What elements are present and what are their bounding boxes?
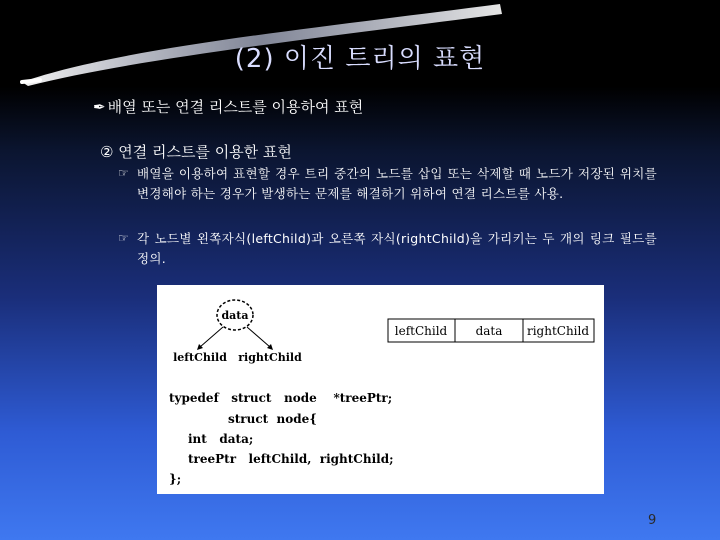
code-line: struct node{ — [228, 412, 318, 426]
bullet-text: 배열을 이용하여 표현할 경우 트리 중간의 노드를 삽입 또는 삭제할 때 노드가 저장된 위치를 변경해야 하는 경우가 발생하는 문제를 해결하기 위하여 연결 리스트를 사용. — [137, 166, 657, 201]
node-structure-box — [388, 319, 594, 342]
figure-drawing — [157, 285, 604, 494]
page-number: 9 — [648, 513, 657, 528]
field-data: data — [475, 324, 503, 338]
bullet-item — [118, 164, 657, 203]
tree-right-label: rightChild — [238, 351, 302, 364]
binary-tree-figure — [157, 285, 604, 494]
slide-title: (2) 이진 트리의 표현 — [234, 44, 486, 74]
subtitle-2: ② 연결 리스트를 이용한 표현 — [100, 143, 292, 161]
tree-root-label: data — [221, 309, 249, 322]
right-edge — [247, 327, 270, 347]
feather-bullet-icon: ✒ — [93, 98, 106, 116]
code-line: int data; — [188, 432, 254, 446]
subtitle-1-text: 배열 또는 연결 리스트를 이용하여 표현 — [107, 98, 364, 116]
left-edge — [200, 327, 223, 347]
field-rightchild: rightChild — [526, 324, 590, 338]
code-line: typedef struct node *treePtr; — [169, 391, 393, 405]
pointing-hand-icon: ☞ — [118, 166, 129, 180]
tree-left-label: leftChild — [173, 351, 227, 364]
code-block — [169, 391, 394, 486]
tree-root-node — [217, 300, 253, 330]
code-line: }; — [169, 472, 182, 486]
subtitle-1 — [93, 96, 363, 117]
pointing-hand-icon: ☞ — [118, 231, 129, 245]
bullet-text: 각 노드별 왼쪽자식(leftChild)과 오른쪽 자식(rightChild)을 가리키는 두 개의 링크 필드를 정의. — [137, 231, 657, 266]
code-line: treePtr leftChild, rightChild; — [188, 452, 394, 466]
bullet-item — [118, 229, 657, 268]
field-leftchild: leftChild — [394, 324, 448, 338]
